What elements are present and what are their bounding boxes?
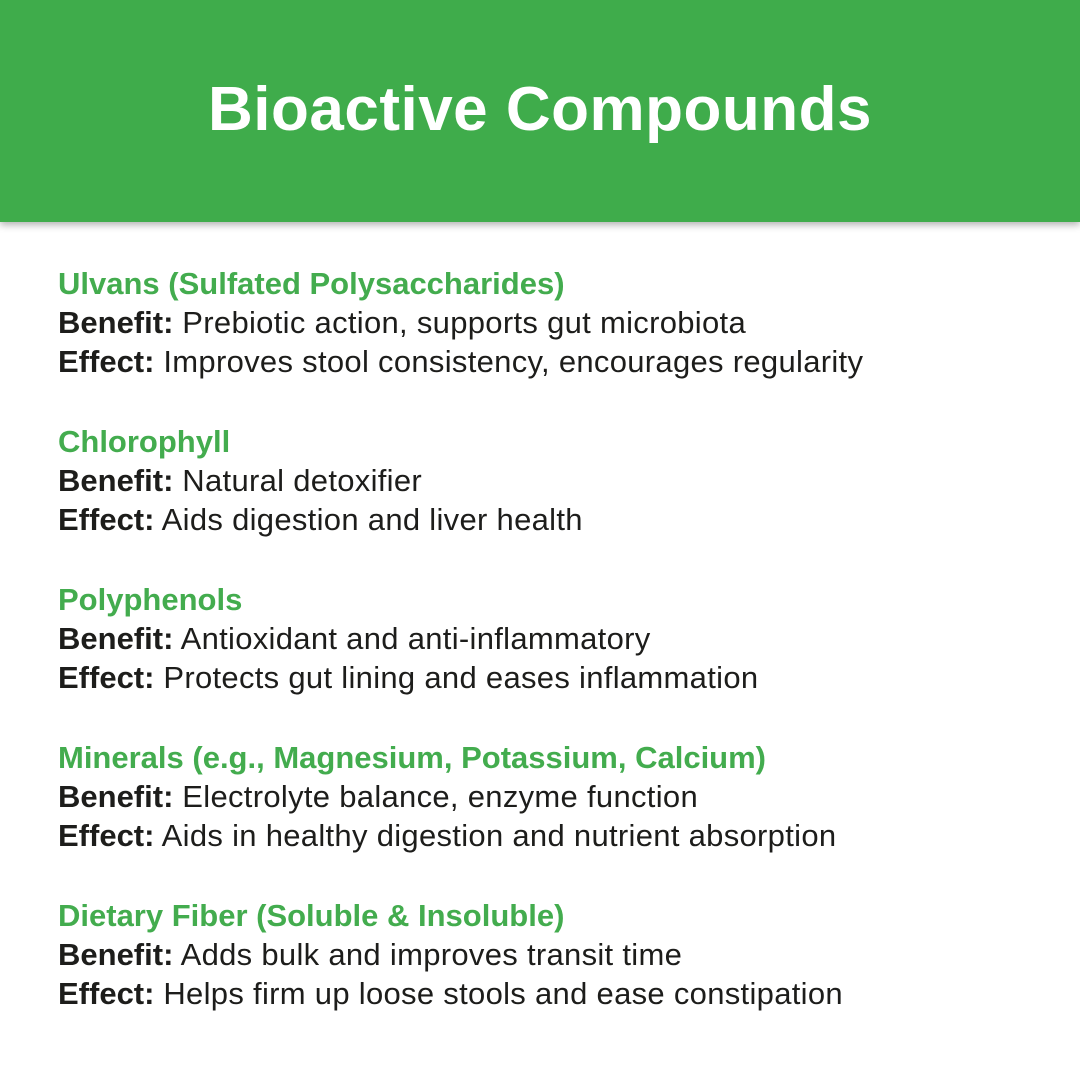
section-heading: Ulvans (Sulfated Polysaccharides) bbox=[58, 266, 565, 301]
benefit-line bbox=[58, 935, 1040, 974]
section-dietary-fiber bbox=[58, 896, 1040, 1013]
benefit-text: Natural detoxifier bbox=[173, 463, 423, 498]
effect-line bbox=[58, 658, 1040, 697]
section-minerals bbox=[58, 738, 1040, 855]
benefit-text: Prebiotic action, supports gut microbiota bbox=[173, 305, 746, 340]
section-heading: Dietary Fiber (Soluble & Insoluble) bbox=[58, 898, 565, 933]
effect-label: Effect: bbox=[58, 660, 155, 695]
effect-label: Effect: bbox=[58, 976, 155, 1011]
benefit-label: Benefit: bbox=[58, 937, 174, 972]
benefit-text: Electrolyte balance, enzyme function bbox=[173, 779, 698, 814]
benefit-label: Benefit: bbox=[58, 305, 174, 340]
effect-label: Effect: bbox=[58, 502, 155, 537]
section-heading: Chlorophyll bbox=[58, 424, 231, 459]
benefit-line bbox=[58, 619, 1040, 658]
benefit-text: Adds bulk and improves transit time bbox=[173, 937, 683, 972]
section-polyphenols bbox=[58, 580, 1040, 697]
section-heading: Polyphenols bbox=[58, 582, 243, 617]
section-ulvans bbox=[58, 264, 1040, 381]
effect-text: Aids digestion and liver health bbox=[154, 502, 583, 537]
benefit-text: Antioxidant and anti-inflammatory bbox=[173, 621, 651, 656]
benefit-line bbox=[58, 461, 1040, 500]
benefit-line bbox=[58, 303, 1040, 342]
effect-text: Helps firm up loose stools and ease constipation bbox=[154, 976, 843, 1011]
section-heading: Minerals (e.g., Magnesium, Potassium, Calcium) bbox=[58, 740, 767, 775]
benefit-label: Benefit: bbox=[58, 779, 174, 814]
benefit-label: Benefit: bbox=[58, 463, 174, 498]
effect-label: Effect: bbox=[58, 344, 155, 379]
page-title: Bioactive Compounds bbox=[207, 74, 872, 144]
header-band bbox=[0, 0, 1080, 222]
effect-text: Aids in healthy digestion and nutrient absorption bbox=[154, 818, 837, 853]
effect-label: Effect: bbox=[58, 818, 155, 853]
effect-line bbox=[58, 816, 1040, 855]
benefit-line bbox=[58, 777, 1040, 816]
effect-text: Protects gut lining and eases inflammation bbox=[154, 660, 759, 695]
effect-line bbox=[58, 500, 1040, 539]
content-area bbox=[0, 222, 1080, 1013]
effect-line bbox=[58, 342, 1040, 381]
effect-line bbox=[58, 974, 1040, 1013]
effect-text: Improves stool consistency, encourages regularity bbox=[154, 344, 864, 379]
section-chlorophyll bbox=[58, 422, 1040, 539]
benefit-label: Benefit: bbox=[58, 621, 174, 656]
